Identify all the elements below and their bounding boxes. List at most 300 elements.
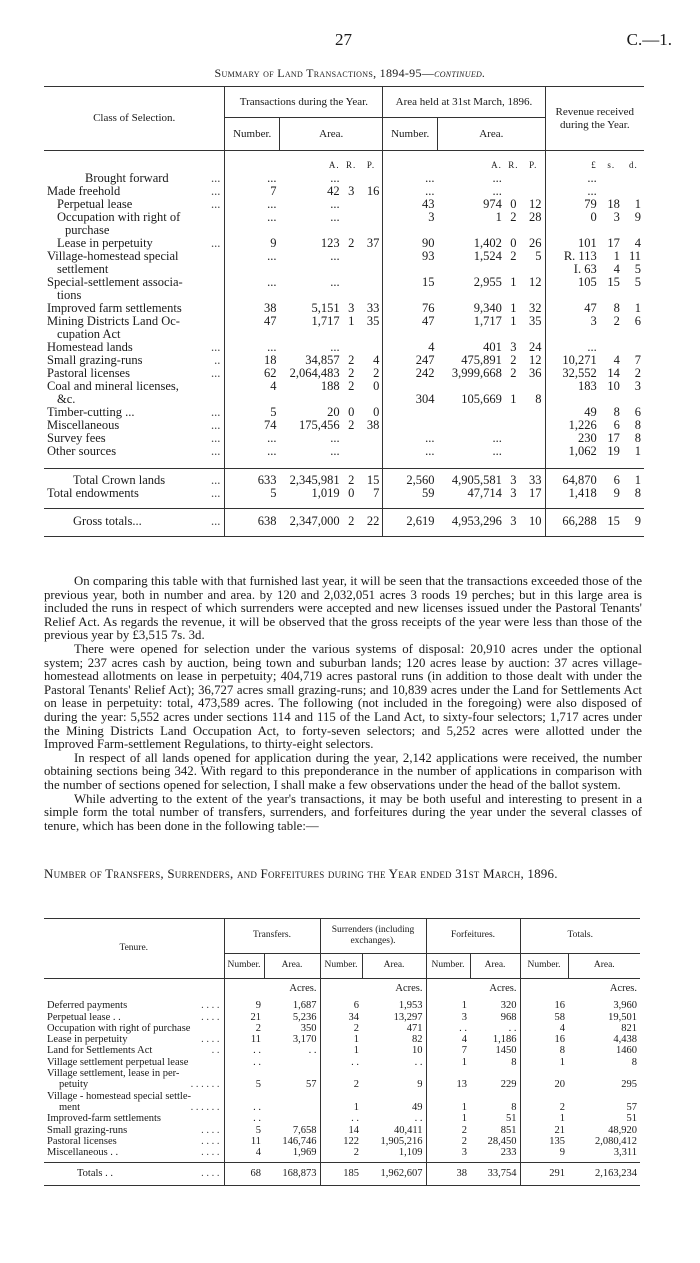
header-totals: Totals. [520,919,640,954]
table-cell: 0 [373,379,380,393]
table-cell: 1,687 [292,1000,317,1012]
units-row: A. R. P. A. R. P. £ s. d. [44,151,644,173]
units-row: Acres. Acres. Acres. Acres. [44,979,640,995]
table-cell: 1,109 [398,1147,423,1159]
table-cell: 2,163,234 [595,1168,637,1180]
row-label: Total endowments [47,486,139,500]
table-cell: 47 [545,302,600,315]
row-label-cell [44,1136,224,1147]
table-cell: 1,062 [545,445,600,458]
header-forfeitures: Forfeitures. [426,919,520,954]
table-row [44,1012,640,1023]
table-cell: 74 [225,419,280,432]
table-row [44,1034,640,1045]
table-cell: 4 [225,380,280,393]
table-cell: 8 [613,405,620,419]
leader-dots: . . . . [201,1124,220,1136]
table-cell: . . [414,1113,423,1125]
table-cell [426,1068,470,1079]
row-label-cell [44,1057,224,1068]
table-cell: ... [225,172,280,185]
table-cell: 6 [613,418,620,432]
table-cell: . . [224,1045,264,1056]
row-label-cell [44,1079,224,1090]
table-cell: 20 [327,405,340,419]
table-cell: 35 [366,314,380,328]
table-cell: R. 113 [545,250,600,263]
table-cell [360,250,383,263]
table-cell: 1 [426,1102,470,1113]
table-cell: 6 [320,1000,362,1011]
table-cell [343,328,360,341]
table-cell: 33 [529,473,542,487]
table-row [44,315,644,328]
table-row [44,328,644,341]
header-tenure: Tenure. [44,919,224,979]
table-cell: 1 [348,314,355,328]
table-cell: 4,953,296 [451,514,502,528]
table-cell: 51 [626,1113,637,1125]
paragraph: In respect of all lands opened for application during the year, 2,142 applications were received, the number obtaining sections being 342. With regard to this preponderance in the number of applications in comparison with the number of sections opened for selection, I shall make a few observations under the head of the ballot system. [44,750,642,792]
row-label-cell [44,1163,224,1185]
table-cell: 5 [225,487,280,500]
table-cell: 1 [426,1113,470,1124]
leader-dots: ... [211,444,221,458]
table-cell: 1460 [616,1045,637,1057]
table-cell: 146,746 [282,1135,317,1147]
row-label: Survey fees [47,431,106,445]
table-cell: 0 [348,405,355,419]
table-cell: . . [320,1057,362,1068]
table-cell [362,1068,426,1079]
table-cell [505,432,522,445]
table-cell: 4,438 [613,1034,637,1046]
table-cell: 10 [607,379,620,393]
leader-dots: . . . . [201,1135,220,1147]
table-cell: 93 [383,250,438,263]
table-cell: 2 [348,418,355,432]
table-cell: 1 [520,1057,568,1068]
table-cell: 1 [510,314,517,328]
table-cell: 0 [510,197,517,211]
header-trans-number: Number. [225,118,280,151]
table-cell: 229 [500,1079,517,1091]
table-cell [470,1091,520,1102]
table-cell: ... [492,431,502,445]
table-cell: 3 [613,210,620,224]
table-row [44,1136,640,1147]
table-cell [438,406,505,419]
table-cell: 4 [613,353,620,367]
table-cell: 304 [383,393,438,406]
table-cell [520,1091,568,1102]
table-cell: ... [225,198,280,211]
table-row [44,1102,640,1113]
table-cell: 4 [383,341,438,354]
table1-title: Summary of Land Transactions, 1894-95—continued. [214,66,486,80]
table-cell: 9 [613,486,620,500]
row-label-cell [44,1102,224,1113]
table-cell: 1 [634,197,641,211]
table-cell: 6 [634,405,641,419]
table-cell: 350 [300,1022,317,1034]
row-label-cell [44,1000,224,1011]
table-cell: . . [320,1113,362,1124]
table-cell [224,1068,264,1079]
table-row [44,1000,640,1011]
table-cell [343,198,360,211]
table-row [44,211,644,224]
table-cell: ... [225,276,280,289]
table-cell: 10 [412,1045,423,1057]
table-cell: 38 [366,418,380,432]
header-transactions: Transactions during the Year. [225,87,383,118]
table-cell: 3,170 [292,1034,317,1046]
row-label: Brought forward [85,171,169,185]
header-held-number: Number. [383,118,438,151]
table-cell [320,1068,362,1079]
row-label-cell [44,469,225,488]
table-cell: ... [545,341,600,354]
paragraph: There were opened for selection under the various systems of disposal: 20,910 acres under the optional system; 237 acres cash by auction, being town and suburban lands; 120 acres lease by auction: 37 acres village-homestead allotments on lease in perpetuity; 404,719 acres pastoral runs (in addition to those dealt with under the Pastoral Tenants' Relief Act); 36,727 acres small grazing-runs; and 10,839 acres under the Land for Settlements Act on lease in perpetuity: total, 473,589 acres. The following (not included in the foregoing) were also disposed of during the year: 5,552 acres under sections 114 and 115 of the Land Act, to sixty-four selectors; 1,717 acres under the Mining Districts Land Occupation Act, to forty-seven selectors; and 5,252 acres were allotted under the Improved Farm-settlement Regulations, to thirty-eight selectors. [44,641,642,752]
row-label: Land for Settlements Act [47,1045,153,1057]
table-cell: 28 [529,210,542,224]
table-cell: 1 [520,1113,568,1124]
table-cell: 35 [529,314,542,328]
table-cell: 34,857 [305,353,340,367]
table-cell: 18 [225,354,280,367]
table-cell: 11 [628,249,641,263]
table-cell: 230 [545,432,600,445]
table-cell: 24 [529,340,542,354]
table-cell: 247 [383,354,438,367]
table-cell: 0 [510,236,517,250]
table-cell [470,1068,520,1079]
table-cell: 51 [506,1113,517,1125]
table-cell: 5,236 [292,1011,317,1023]
table-cell: ... [330,431,340,445]
row-label: ment [59,1101,80,1113]
leader-dots: ... [211,486,221,500]
table-cell: 8 [631,1056,637,1068]
leader-dots: . . . . [201,1000,220,1012]
table-cell: 3,311 [613,1147,637,1159]
row-label: tions [57,288,82,302]
table-cell: 2 [510,210,517,224]
table-cell [343,250,360,263]
table-cell [320,1091,362,1102]
table-cell: 0 [545,211,600,224]
table-cell [360,432,383,445]
row-label: Village settlement, lease in per- [47,1068,180,1080]
table-cell: 15 [607,514,620,528]
table-cell: 1450 [495,1045,517,1057]
table-cell: 974 [483,197,502,211]
table-cell: 2,345,981 [289,473,340,487]
table-cell: 4 [224,1147,264,1158]
table-cell: 38 [426,1163,470,1185]
row-label: Small grazing-runs [47,1124,128,1136]
table-cell: 3 [510,514,517,528]
row-label: Pastoral licenses [47,366,130,380]
table-cell: 2 [510,353,517,367]
table-cell: 11 [224,1034,264,1045]
row-label: Lease in perpetuity [57,236,153,250]
table-cell: 3 [426,1147,470,1158]
row-label-cell [44,1068,224,1079]
table-cell: 188 [320,379,340,393]
table-cell: 12 [529,353,542,367]
table-cell: 2 [224,1023,264,1034]
row-label: Miscellaneous [47,418,120,432]
table-cell: 59 [383,487,438,500]
row-label: Village settlement perpetual lease [47,1056,189,1068]
table-cell: 57 [306,1079,317,1091]
leader-dots: ... [211,184,221,198]
table-cell: 19 [607,444,620,458]
table-cell: ... [330,249,340,263]
table-cell: 3 [510,486,517,500]
table-row [44,1079,640,1090]
table-cell [505,419,522,432]
row-label: Miscellaneous . . [47,1147,119,1159]
table-cell: 90 [383,237,438,250]
row-label-cell [44,1045,224,1056]
table-cell: 9 [224,1000,264,1011]
table-cell: 3 [348,184,355,198]
table-cell [360,198,383,211]
table-row [44,487,644,500]
table-row [44,432,644,445]
table-cell: 101 [545,237,600,250]
table-cell: 2 [348,353,355,367]
table-cell: ... [545,185,600,198]
row-label: Pastoral licenses [47,1135,117,1147]
table-cell [522,432,545,445]
row-label: Mining Districts Land Oc- [47,314,180,328]
leader-dots: ... [211,405,221,419]
paragraph: On comparing this table with that furnished last year, it will be seen that the transactions exceeded those of the previous year, both in number and area. by 120 and 2,032,051 acres 3 roods 19 perches; but in this large area is included the runs in respect of which surrenders were accepted and new licenses issued under the Pastoral Tenants' Relief Act. As regards the revenue, it will be observed that the gross receipts of the year were less than those of the previous year by £3,515 7s. 3d. [44,574,642,643]
row-label: Total Crown lands [73,473,166,487]
table-cell: 79 [545,198,600,211]
table-cell: I. 63 [545,263,600,276]
table-cell: ... [225,211,280,224]
table-cell: 20 [520,1079,568,1090]
table-cell: 7 [225,185,280,198]
leader-dots: . . . . . . [190,1079,220,1091]
table-cell: 47 [225,315,280,328]
table-cell: 1,186 [492,1034,517,1046]
table-cell: ... [492,444,502,458]
row-label: settlement [57,262,109,276]
table-cell: 1,402 [473,236,502,250]
row-label: Improved-farm settlements [47,1113,162,1125]
table-cell: 122 [320,1136,362,1147]
table-row [44,354,644,367]
table-cell: 1 [320,1102,362,1113]
header-area-held: Area held at 31st March, 1896. [383,87,545,118]
leader-dots: ... [211,473,221,487]
table-cell: . . [224,1113,264,1124]
table-cell: 2,560 [383,469,438,488]
table-cell [383,406,438,419]
table-cell: 33,754 [487,1168,517,1180]
table-cell: 13,297 [393,1011,423,1023]
leader-dots: . . [211,1045,220,1057]
table-cell: 7,658 [292,1124,317,1136]
leader-dots: ... [211,418,221,432]
row-label: Perpetual lease [57,197,133,211]
table-row [44,1068,640,1079]
table-cell: 3,999,668 [451,366,502,380]
table-cell: ... [225,250,280,263]
table-cell: 6 [613,473,620,487]
table-cell: 5 [224,1079,264,1090]
table-cell: 175,456 [299,418,340,432]
table-cell: 295 [621,1079,637,1091]
table-cell: 3 [426,1012,470,1023]
table-cell [224,1091,264,1102]
row-label-cell [44,1091,224,1102]
table-row [44,380,644,393]
row-label: &c. [57,392,76,406]
table-cell: 2 [613,314,620,328]
row-label-cell [44,1147,224,1158]
table-cell [522,380,545,393]
table-cell [360,276,383,289]
table-cell: 5 [224,1125,264,1136]
table-cell: 633 [225,469,280,488]
table-cell: 19,501 [608,1011,637,1023]
table-cell: 48,920 [608,1124,637,1136]
page-number: 27 [335,30,352,49]
table-cell: 13 [426,1079,470,1090]
table-cell [600,328,623,341]
row-label: Perpetual lease . . [47,1011,121,1023]
table-cell: 2 [348,236,355,250]
row-label: Lease in perpetuity [47,1034,128,1046]
table-cell: 26 [529,236,542,250]
table-cell: 28,450 [487,1135,517,1147]
table-cell: 12 [529,275,542,289]
header-held-area: Area. [438,118,546,151]
table-cell: 9 [225,237,280,250]
table-cell: 22 [366,514,380,528]
row-label-cell [44,1012,224,1023]
table-cell [505,406,522,419]
table-cell: ... [225,432,280,445]
table-cell: 168,873 [282,1168,317,1180]
table-row [44,1147,640,1158]
table-cell: 2 [320,1079,362,1090]
table-cell [264,1057,320,1068]
table-cell: 9 [520,1147,568,1158]
table-cell: 9 [417,1079,423,1091]
table-cell: 17 [529,486,542,500]
table-cell [264,1091,320,1102]
table-cell [623,172,644,185]
table-cell: 8 [634,418,641,432]
table-cell: 18 [607,197,620,211]
table-cell: 2 [634,366,641,380]
table-cell: 0 [348,486,355,500]
document-code: C.—1. [626,30,672,49]
table-cell [360,393,383,406]
table-cell [505,172,522,185]
table-cell: 105 [545,276,600,289]
table-cell: 2 [348,379,355,393]
table-cell: 34 [320,1012,362,1023]
table-cell: 21 [224,1012,264,1023]
table-cell [360,263,383,276]
table-cell [522,419,545,432]
table-cell: 1,905,216 [380,1135,423,1147]
table-cell: 0 [373,405,380,419]
table-cell: 233 [500,1147,517,1159]
table-cell: ... [330,171,340,185]
table-cell [343,432,360,445]
row-label: petuity [59,1079,89,1091]
table-cell: ... [492,171,502,185]
table-cell [568,1068,640,1079]
table-cell: 47 [383,315,438,328]
table-cell: . . [508,1022,517,1034]
table-row [44,276,644,289]
table-cell: 3 [510,473,517,487]
table-cell: 1,969 [292,1147,317,1159]
table-cell: 76 [383,302,438,315]
table-cell: 15 [607,275,620,289]
table-cell: 32 [529,301,542,315]
table-cell: 1 [634,301,641,315]
table-cell: 8 [634,486,641,500]
table-cell: 3,960 [613,1000,637,1012]
table-cell: 12 [529,197,542,211]
table-cell: 21 [520,1125,568,1136]
leader-dots: ... [211,197,221,211]
table-cell: . . [224,1102,264,1113]
table-cell: 33 [366,301,380,315]
table-cell: 821 [621,1022,637,1034]
table-cell: 1 [510,301,517,315]
leader-dots: ... [211,236,221,250]
table-cell: 49 [545,406,600,419]
table-cell: 8 [535,392,542,406]
row-label: Gross totals... [73,514,142,528]
table-cell: 5 [225,406,280,419]
header-revenue: Revenue received during the Year. [545,87,644,151]
row-label-cell [44,487,225,500]
table-cell: 2,619 [383,509,438,537]
table-cell: 2 [426,1136,470,1147]
header-surrenders: Surrenders (including exchanges). [320,919,426,954]
table-cell: 242 [383,367,438,380]
row-label-cell [44,1023,224,1034]
table-cell: 183 [545,380,600,393]
header-class: Class of Selection. [44,87,225,151]
table-cell: 2 [348,514,355,528]
table-cell: 14 [320,1125,362,1136]
row-label: Special-settlement associa- [47,275,183,289]
table-cell: 42 [327,184,340,198]
table-cell [522,172,545,185]
table-cell: ... [383,445,438,458]
table-cell: 16 [520,1034,568,1045]
table-cell: ... [383,432,438,445]
table-cell: 36 [529,366,542,380]
table-row [44,419,644,432]
row-label-cell [44,1113,224,1124]
